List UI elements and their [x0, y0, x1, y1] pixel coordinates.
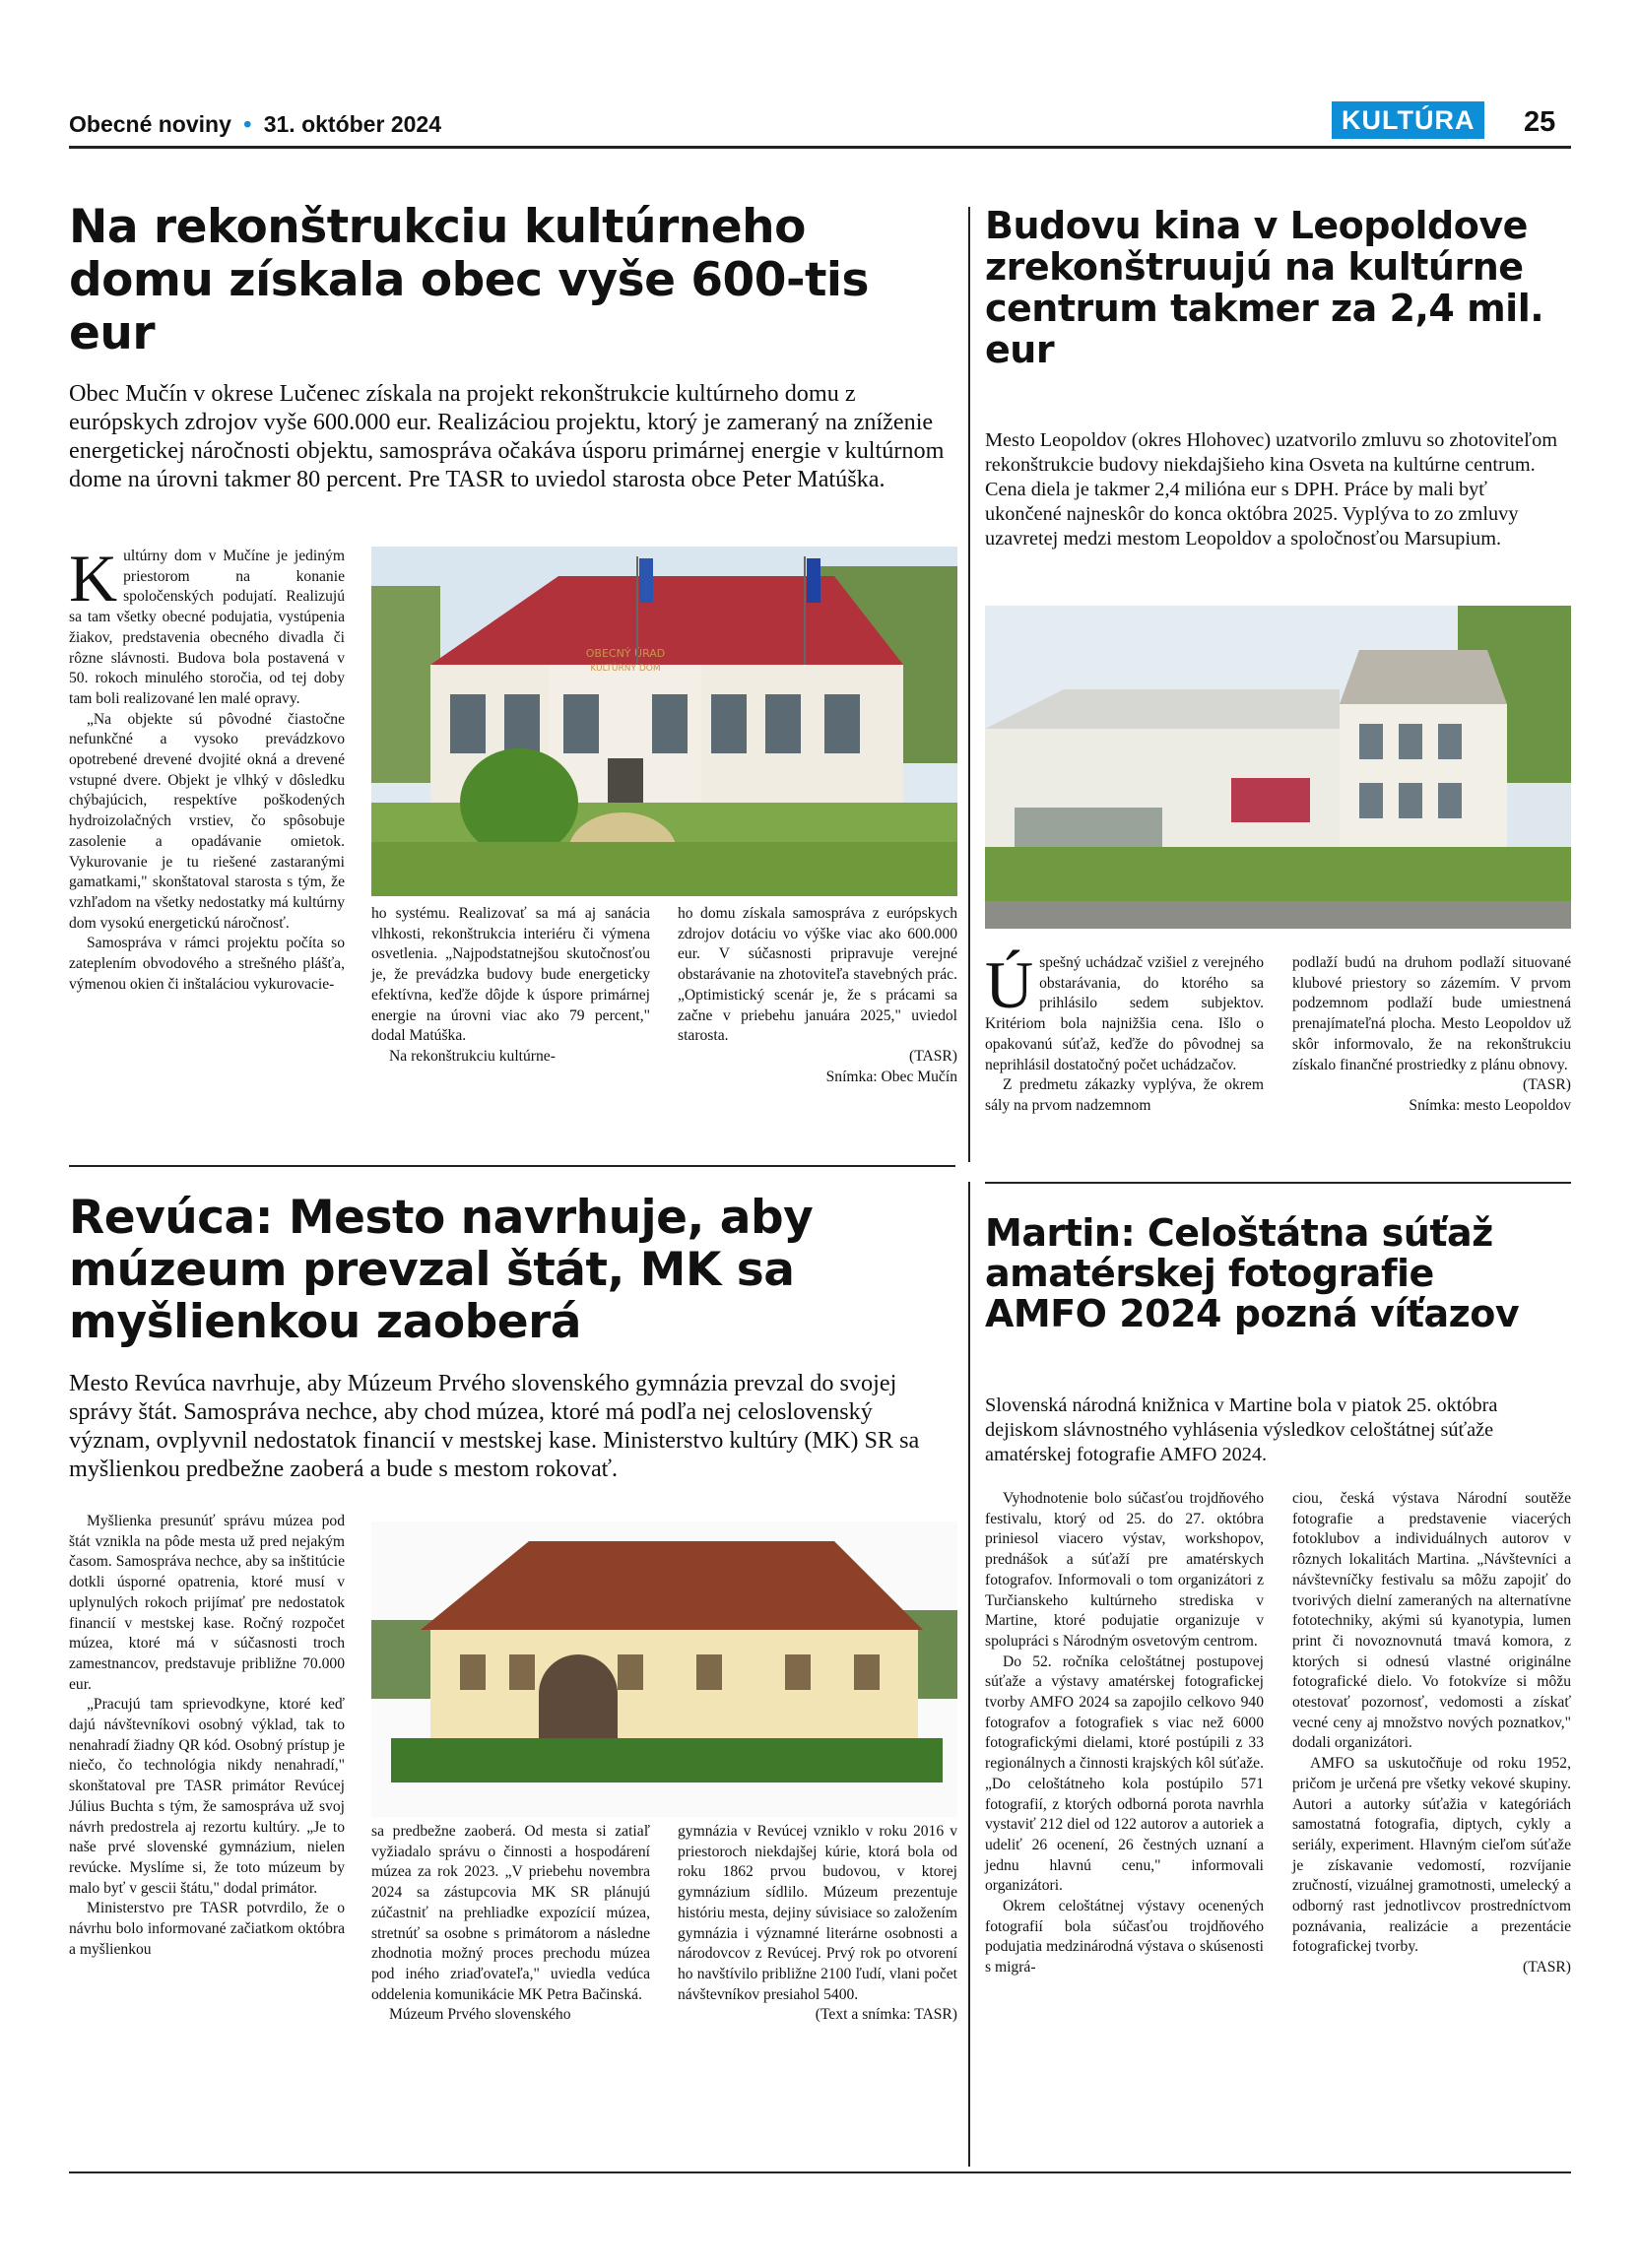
- paragraph: „Pracujú tam sprievodkyne, ktoré keď dajú návštevníkovi osobný výklad, tak to nenahradí žiadny QR kód. Osobný prístup je niečo, čo technológia nikdy nenahradí," skonštatoval pre TASR primátor Revúcej Július Buchta s tým, že samospráva už svoj návrh predostrela aj rezortu kultúry. „Je to naše prvé slovenské gymnázium, nielen revúcke. Myslíme si, že toto múzeum by malo byť v gescii štátu," dodal primátor.: [69, 1696, 345, 1897]
- column-divider-top: [968, 207, 970, 1162]
- article-column: [678, 1822, 957, 2026]
- footer-rule: [69, 2171, 1571, 2173]
- paragraph: Do 52. ročníka celoštátnej postupovej súťaže a výstavy amatérskej fotografickej tvorby AMFO 2024 sa zapojilo celkovo 940 fotografov a fotografiek s viac než 6000 fotografickými dielami, ktoré postúpili z 33 regionálnych a činnosti krajských kôl súťaže. „Do celoštátneho kola postúpilo 571 fotografií, z ktorých odborná porota navrhla vystaviť 212 diel od 122 autorov a autoriek a udeliť 26 ocenení, 26 čestných uznaní a jednu hlavnú cenu," informovali organizátori.: [985, 1652, 1264, 1895]
- article-divider-left: [69, 1165, 955, 1167]
- article-headline: Na rekonštrukciu kultúrneho domu získala obec vyše 600-tis eur: [69, 200, 870, 360]
- article-headline: Martin: Celoštátna súťaž amatérskej fotografie AMFO 2024 pozná víťazov: [985, 1211, 1520, 1335]
- paragraph: ultúrny dom v Mučíne je jediným priestorom na konanie spoločenských podujatí. Realizujú sa tam všetky obecné podujatia, vystúpenia žiakov, predstavenia obecného divadla či rôzne slávnosti. Budova bola postavená v 50. rokoch minulého storočia, od tej doby tam boli realizované len malé opravy.: [69, 548, 345, 707]
- photo-credit: Snímka: mesto Leopoldov: [1409, 1096, 1571, 1114]
- article-column: [678, 904, 957, 1087]
- paragraph: podlaží budú na druhom podlaží situované klubové priestory so zázemím. V prvom podzemnom podlaží bude umiestnená prenajímateľná plocha. Mesto Leopoldov už skôr informovalo, že na rekonštrukciu získalo finančné prostriedky z plánu obnovy.: [1292, 954, 1571, 1073]
- article-lead: Obec Mučín v okrese Lučenec získala na projekt rekonštrukcie kultúrneho domu z európskych zdrojov vyše 600.000 eur. Realizáciou projektu, ktorý je zameraný na zníženie energetickej náročnosti objektu, samospráva očakáva úsporu primárnej energie v kultúrnom dome na úrovni takmer 80 percent. Pre TASR to uviedol starosta obce Peter Matúška.: [69, 380, 945, 492]
- sign-text-2: KULTÚRNY DOM: [590, 664, 661, 674]
- museum-photo: [371, 1522, 957, 1817]
- article-column: [69, 541, 345, 995]
- paragraph: sa predbežne zaoberá. Od mesta si zatiaľ vyžiadalo správu o činnosti a hospodárení múzea za rok 2023. „V priebehu novembra 2024 sa zástupcovia MK SR plánujú zúčastniť na prehliadke expozícií múzea, stretnúť sa osobne s primátorom a následne zhodnotia možný proces prechodu múzea pod iného zriaďovateľa," uviedla vedúca oddelenia komunikácie MK Petra Bačinská.: [371, 1823, 650, 2003]
- paragraph: ciou, česká výstava Národní soutěže fotografie a predstavenie viacerých fotoklubov a individuálnych autorov v rôznych lokalitách Martina. „Návštevníci a návštevníčky festivalu sa môžu zapojiť do tvorivých dielní zameraných na alternatívne fototechniky, akými sú kyanotypia, lumen print či novoznovnutá tmavá komora, z ktorých si odnesú vlastné originálne fotografické dielo. Vo fotokvíze si môžu otestovať pozornosť, vedomosti a získať vecné ceny aj množstvo nových poznatkov," dodali organizátori.: [1292, 1490, 1571, 1752]
- issue-date: 31. október 2024: [263, 111, 441, 137]
- photo-credit: (Text a snímka: TASR): [815, 2006, 957, 2024]
- paragraph: Okrem celoštátnej výstavy ocenených fotografií bola súčasťou trojdňového podujatia medzinárodná výstava o skúsenosti s migrá-: [985, 1898, 1264, 1976]
- separator-dot: •: [243, 111, 252, 137]
- article-column: [985, 1489, 1264, 1978]
- paragraph: ho domu získala samospráva z európskych zdrojov dotáciu vo výške viac ako 600.000 eur. V súčasnosti pripravuje verejné obstarávanie na zhotoviteľa stavebných prác. „Optimistický scenár je, že s prácami sa začne v priebehu januára 2025," uviedol starosta.: [678, 905, 957, 1045]
- paragraph: Ministerstvo pre TASR potvrdilo, že o návrhu bolo informované začiatkom októbra a myšlienkou: [69, 1900, 345, 1958]
- paragraph: Myšlienka presunúť správu múzea pod štát vznikla na pôde mesta už pred nejakým časom. Samospráva nechce, aby sa inštitúcie dotkli úsporné opatrenia, ktoré musí v uplynulých rokoch prijímať pre nedostatok financií v mestskej kase. Ročný rozpočet múzea, ktoré má v súčasnosti troch zamestnancov, predstavuje približne 70.000 eur.: [69, 1513, 345, 1693]
- paragraph: spešný uchádzač vzišiel z verejného obstarávania, do ktorého sa prihlásilo sedem subjektov. Kritériom bola najnižšia cena. Išlo o opakovanú súťaž, keďže do pôvodnej sa neprihlásil dostatočný počet uchádzačov.: [985, 954, 1264, 1073]
- paper-name: Obecné noviny: [69, 111, 231, 137]
- drop-cap: Ú: [985, 947, 1034, 1022]
- paragraph: Na rekonštrukciu kultúrne-: [389, 1047, 556, 1065]
- paragraph: „Na objekte sú pôvodné čiastočne nefunkčné a vysoko prevádzkovo opotrebené drevené dvojité okná a drevené vstupné dvere. Objekt je vlhký v dôsledku chýbajúcich, respektíve poškodených hydroizolačných vrstiev, čo spôsobuje zasolenie a opadávanie omietok. Vykurovanie je tu riešené zastaranými gamatkami," skonštatoval starosta s tým, že vzhľadom na všetky nedostatky má kultúrny dom vysokú energetickú náročnosť.: [69, 710, 345, 932]
- header-rule: [69, 146, 1571, 149]
- paragraph: Vyhodnotenie bolo súčasťou trojdňového festivalu, ktorý od 25. do 27. októbra priniesol viacero výstav, workshopov, prednášok a súťaží pre amatérskych fotografov. Informovali o tom organizátori z Turčianskeho kultúrneho strediska v Martine, ktoré podujatie organizuje v spolupráci s Národným osvetovým centrom.: [985, 1490, 1264, 1650]
- paragraph: Samospráva v rámci projektu počíta so zateplením obvodového a strešného plášťa, výmenou okien či inštaláciou vykurovacie-: [69, 935, 345, 993]
- sign-text: OBECNÝ ÚRAD: [585, 647, 666, 660]
- masthead: [69, 111, 441, 138]
- article-lead: Slovenská národná knižnica v Martine bola v piatok 25. októbra dejiskom slávnostného vyhlásenia výsledkov celoštátnej súťaže amatérskej fotografie AMFO 2024.: [985, 1394, 1498, 1465]
- cultural-house-photo: [371, 547, 957, 896]
- article-headline: Budovu kina v Leopoldove zrekonštruujú na kultúrne centrum takmer za 2,4 mil. eur: [985, 204, 1544, 371]
- paragraph: Z predmetu zákazky vyplýva, že okrem sály na prvom nadzemnom: [985, 1076, 1264, 1114]
- cinema-building-photo: [985, 606, 1571, 929]
- source-tag: (TASR): [1523, 1959, 1571, 1976]
- paragraph: gymnázia v Revúcej vzniklo v roku 2016 v priestoroch niekdajšej kúrie, ktorá bola od roku 1862 prvou budovou, v ktorej gymnázium sídlilo. Múzeum prezentuje históriu mesta, dejiny súvisiace so založením gymnázia i významné literárne osobnosti a národovcov z Revúcej. Prvý rok po otvorení ho navštívilo približne 2100 ľudí, vlani počet návštevníkov presiahol 5400.: [678, 1823, 957, 2003]
- paragraph: Múzeum Prvého slovenského: [389, 2006, 571, 2024]
- article-headline: Revúca: Mesto navrhuje, aby múzeum prevzal štát, MK sa myšlienkou zaoberá: [69, 1191, 814, 1349]
- article-column: [371, 1822, 650, 2026]
- drop-cap: K: [69, 541, 118, 616]
- article-column: [1292, 953, 1571, 1117]
- paragraph: AMFO sa uskutočňuje od roku 1952, pričom je určená pre všetky vekové skupiny. Autori a autorky súťažia v kategóriách samostatná fotografia, diptych, cykly a seriály, experiment. Hlavným cieľom súťaže je získavanie vedomostí, rozvíjanie zručností, vizuálnej gramotnosti, umelecký a odborný rast jednotlivcov prostredníctvom poznávania, realizácie a prezentácie fotografickej tvorby.: [1292, 1755, 1571, 1956]
- article-divider-right: [985, 1182, 1571, 1184]
- article-lead: Mesto Revúca navrhuje, aby Múzeum Prvého slovenského gymnázia prevzal do svojej správy štát. Samospráva nechce, aby chod múzea, ktoré má podľa nej celoslovenský význam, ovplyvnil nedostatok financií v mestskej kase. Ministerstvo kultúry (MK) SR sa myšlienkou predbežne zaoberá a bude s mestom rokovať.: [69, 1370, 920, 1482]
- source-tag: (TASR): [1523, 1076, 1571, 1094]
- column-divider-bottom: [968, 1182, 970, 2167]
- article-column: [371, 904, 650, 1068]
- article-column: [69, 1512, 345, 1960]
- page-number: 25: [1524, 106, 1556, 138]
- article-column: [1292, 1489, 1571, 1978]
- article-lead: Mesto Leopoldov (okres Hlohovec) uzatvorilo zmluvu so zhotoviteľom rekonštrukcie budovy niekdajšieho kina Osveta na kultúrne centrum. Cena diela je takmer 2,4 milióna eur s DPH. Práce by mali byť ukončené najneskôr do konca októbra 2025. Vyplýva to zo zmluvy uzavretej medzi mestom Leopoldov a spoločnosťou Marsupium.: [985, 429, 1558, 550]
- section-label: KULTÚRA: [1332, 101, 1484, 139]
- article-column: [985, 947, 1264, 1117]
- source-tag: (TASR): [909, 1047, 957, 1065]
- photo-credit: Snímka: Obec Mučín: [825, 1068, 957, 1085]
- paragraph: ho systému. Realizovať sa má aj sanácia vlhkosti, rekonštrukcia interiéru či výmena osvetlenia. „Najpodstatnejšou skutočnosťou je, že prevádzka budovy bude energeticky efektívna, keďže dôjde k úspore primárnej energie na úrovni viac ako 79 percent," dodal Matúška.: [371, 905, 650, 1045]
